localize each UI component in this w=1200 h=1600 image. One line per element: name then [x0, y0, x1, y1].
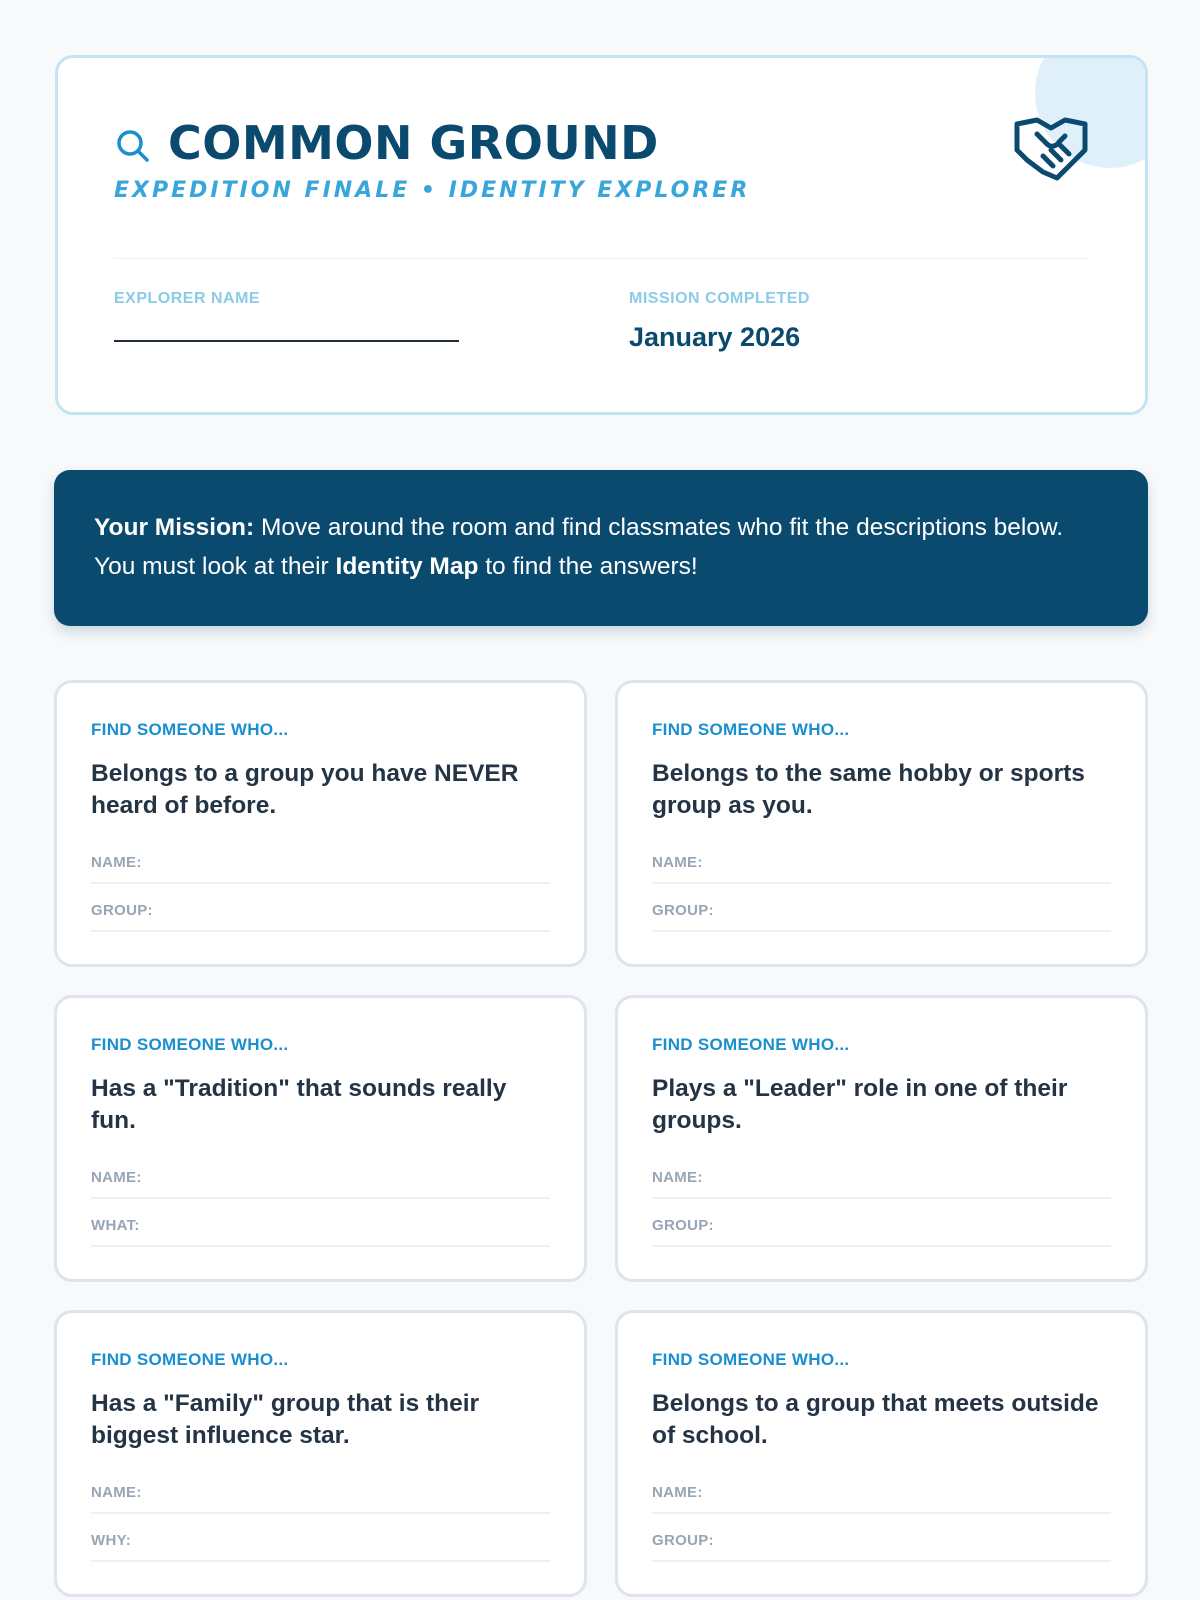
page-title: COMMON GROUND	[168, 116, 659, 170]
challenge-card	[54, 1310, 587, 1597]
group-answer-line[interactable]: GROUP:	[652, 902, 1111, 932]
title-row	[114, 116, 659, 170]
card-kicker: FIND SOMEONE WHO...	[91, 1035, 289, 1054]
handshake-icon	[1013, 116, 1089, 186]
card-kicker: FIND SOMEONE WHO...	[652, 1035, 850, 1054]
page-subtitle: EXPEDITION FINALE • IDENTITY EXPLORER	[114, 178, 751, 203]
card-kicker: FIND SOMEONE WHO...	[91, 720, 289, 739]
mission-lead: Your Mission:	[94, 514, 255, 541]
challenge-card	[615, 680, 1148, 967]
card-kicker: FIND SOMEONE WHO...	[652, 720, 850, 739]
card-prompt: Belongs to the same hobby or sports group as you.	[652, 760, 1085, 819]
group-answer-line[interactable]: GROUP:	[652, 1217, 1111, 1247]
card-kicker: FIND SOMEONE WHO...	[652, 1350, 850, 1369]
card-prompt: Has a "Tradition" that sounds really fun.	[91, 1075, 507, 1134]
name-answer-line[interactable]: NAME:	[652, 1169, 1111, 1199]
mission-instructions	[54, 470, 1148, 626]
challenge-card	[54, 680, 587, 967]
name-answer-line[interactable]: NAME:	[91, 1169, 550, 1199]
why-answer-line[interactable]: WHY:	[91, 1532, 550, 1562]
card-prompt: Belongs to a group that meets outside of school.	[652, 1390, 1099, 1449]
card-prompt: Has a "Family" group that is their biggest influence star.	[91, 1390, 480, 1449]
header-card	[55, 55, 1148, 415]
card-prompt: Belongs to a group you have NEVER heard of before.	[91, 760, 519, 819]
name-answer-line[interactable]: NAME:	[652, 1484, 1111, 1514]
name-answer-line[interactable]: NAME:	[91, 854, 550, 884]
group-answer-line[interactable]: GROUP:	[91, 902, 550, 932]
explorer-name-label: EXPLORER NAME	[114, 290, 261, 307]
mission-text-after: to find the answers!	[478, 553, 698, 580]
mission-date: January 2026	[629, 322, 801, 352]
mission-emphasis: Identity Map	[335, 553, 479, 580]
group-answer-line[interactable]: GROUP:	[652, 1532, 1111, 1562]
mission-text-before: Move around the room and find classmates who fit the descriptions below. You must look at their	[94, 514, 1064, 580]
challenge-card	[54, 995, 587, 1282]
card-prompt: Plays a "Leader" role in one of their groups.	[652, 1075, 1068, 1134]
card-kicker: FIND SOMEONE WHO...	[91, 1350, 289, 1369]
search-icon	[114, 127, 152, 165]
challenge-card	[615, 1310, 1148, 1597]
mission-completed-label: MISSION COMPLETED	[629, 290, 810, 307]
name-answer-line[interactable]: NAME:	[652, 854, 1111, 884]
challenge-card	[615, 995, 1148, 1282]
explorer-name-line[interactable]	[114, 340, 459, 342]
what-answer-line[interactable]: WHAT:	[91, 1217, 550, 1247]
header-divider	[114, 258, 1089, 259]
challenge-grid	[54, 680, 1148, 1597]
name-answer-line[interactable]: NAME:	[91, 1484, 550, 1514]
